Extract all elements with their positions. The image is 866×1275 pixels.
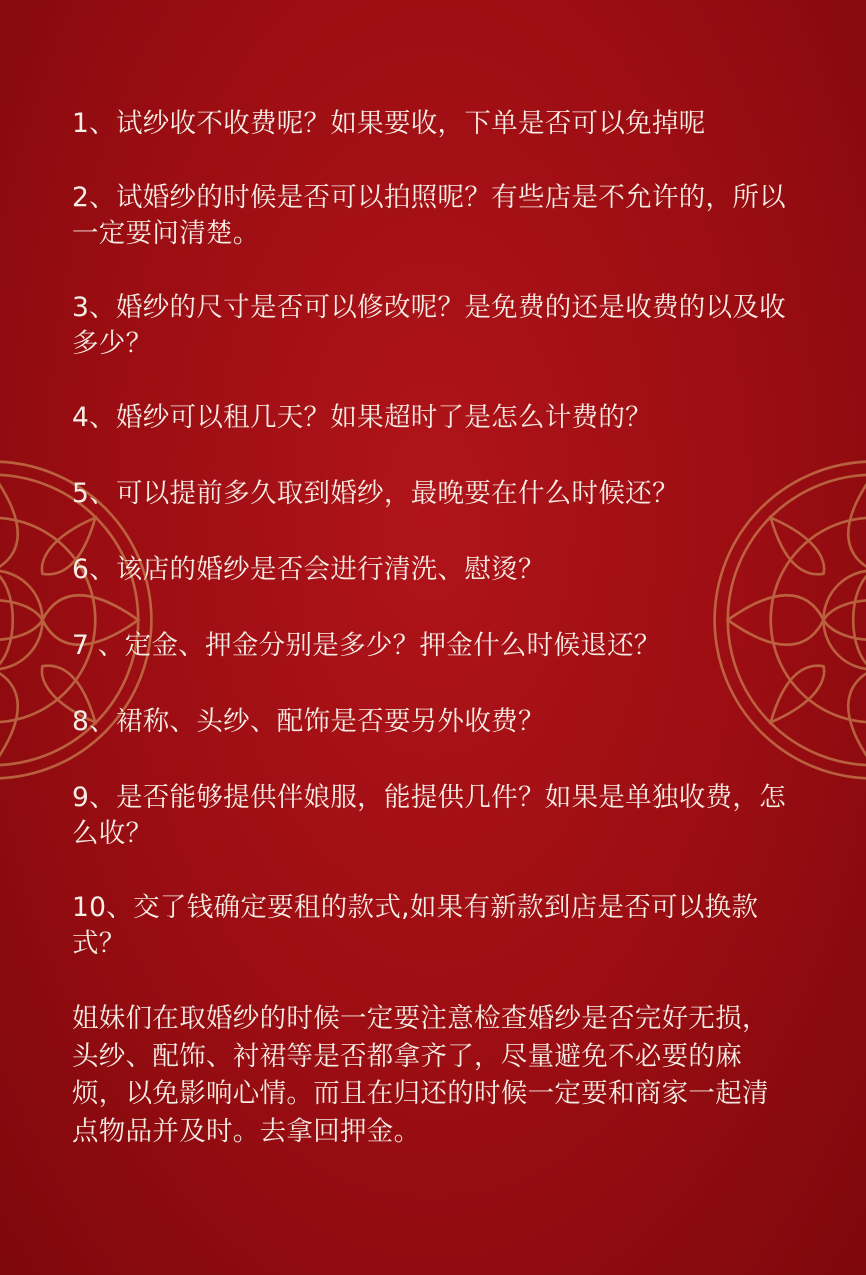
question-item-3: 3、婚纱的尺寸是否可以修改呢？是免费的还是收费的以及收多少？ (72, 292, 786, 359)
question-item-7: 7 、定金、押金分别是多少？押金什么时候退还？ (72, 630, 661, 661)
summary-paragraph: 姐妹们在取婚纱的时候一定要注意检查婚纱是否完好无损，头纱、配饰、衬裙等是否都拿齐了，尽量避免不必要的麻烦，以免影响心情。而且在归还的时候一定要和商家一起清点物品并及时。去拿回押金。 (72, 1003, 769, 1147)
question-item-4: 4、婚纱可以租几天？如果超时了是怎么计费的？ (72, 402, 652, 433)
question-item-5: 5、可以提前多久取到婚纱，最晚要在什么时候还？ (72, 478, 679, 509)
question-item-6: 6、该店的婚纱是否会进行清洗、慰烫？ (72, 554, 545, 585)
question-list (72, 106, 792, 1177)
question-item-10: 10、交了钱确定要租的款式,如果有新款到店是否可以换款式？ (72, 892, 759, 959)
question-item-2: 2、试婚纱的时候是否可以拍照呢？有些店是不允许的，所以一定要问清楚。 (72, 182, 786, 249)
question-item-8: 8、裙称、头纱、配饰是否要另外收费？ (72, 706, 545, 737)
question-item-9: 9、是否能够提供伴娘服，能提供几件？如果是单独收费，怎么收？ (72, 782, 786, 849)
question-item-1: 1、试纱收不收费呢？如果要收，下单是否可以免掉呢 (72, 108, 706, 139)
